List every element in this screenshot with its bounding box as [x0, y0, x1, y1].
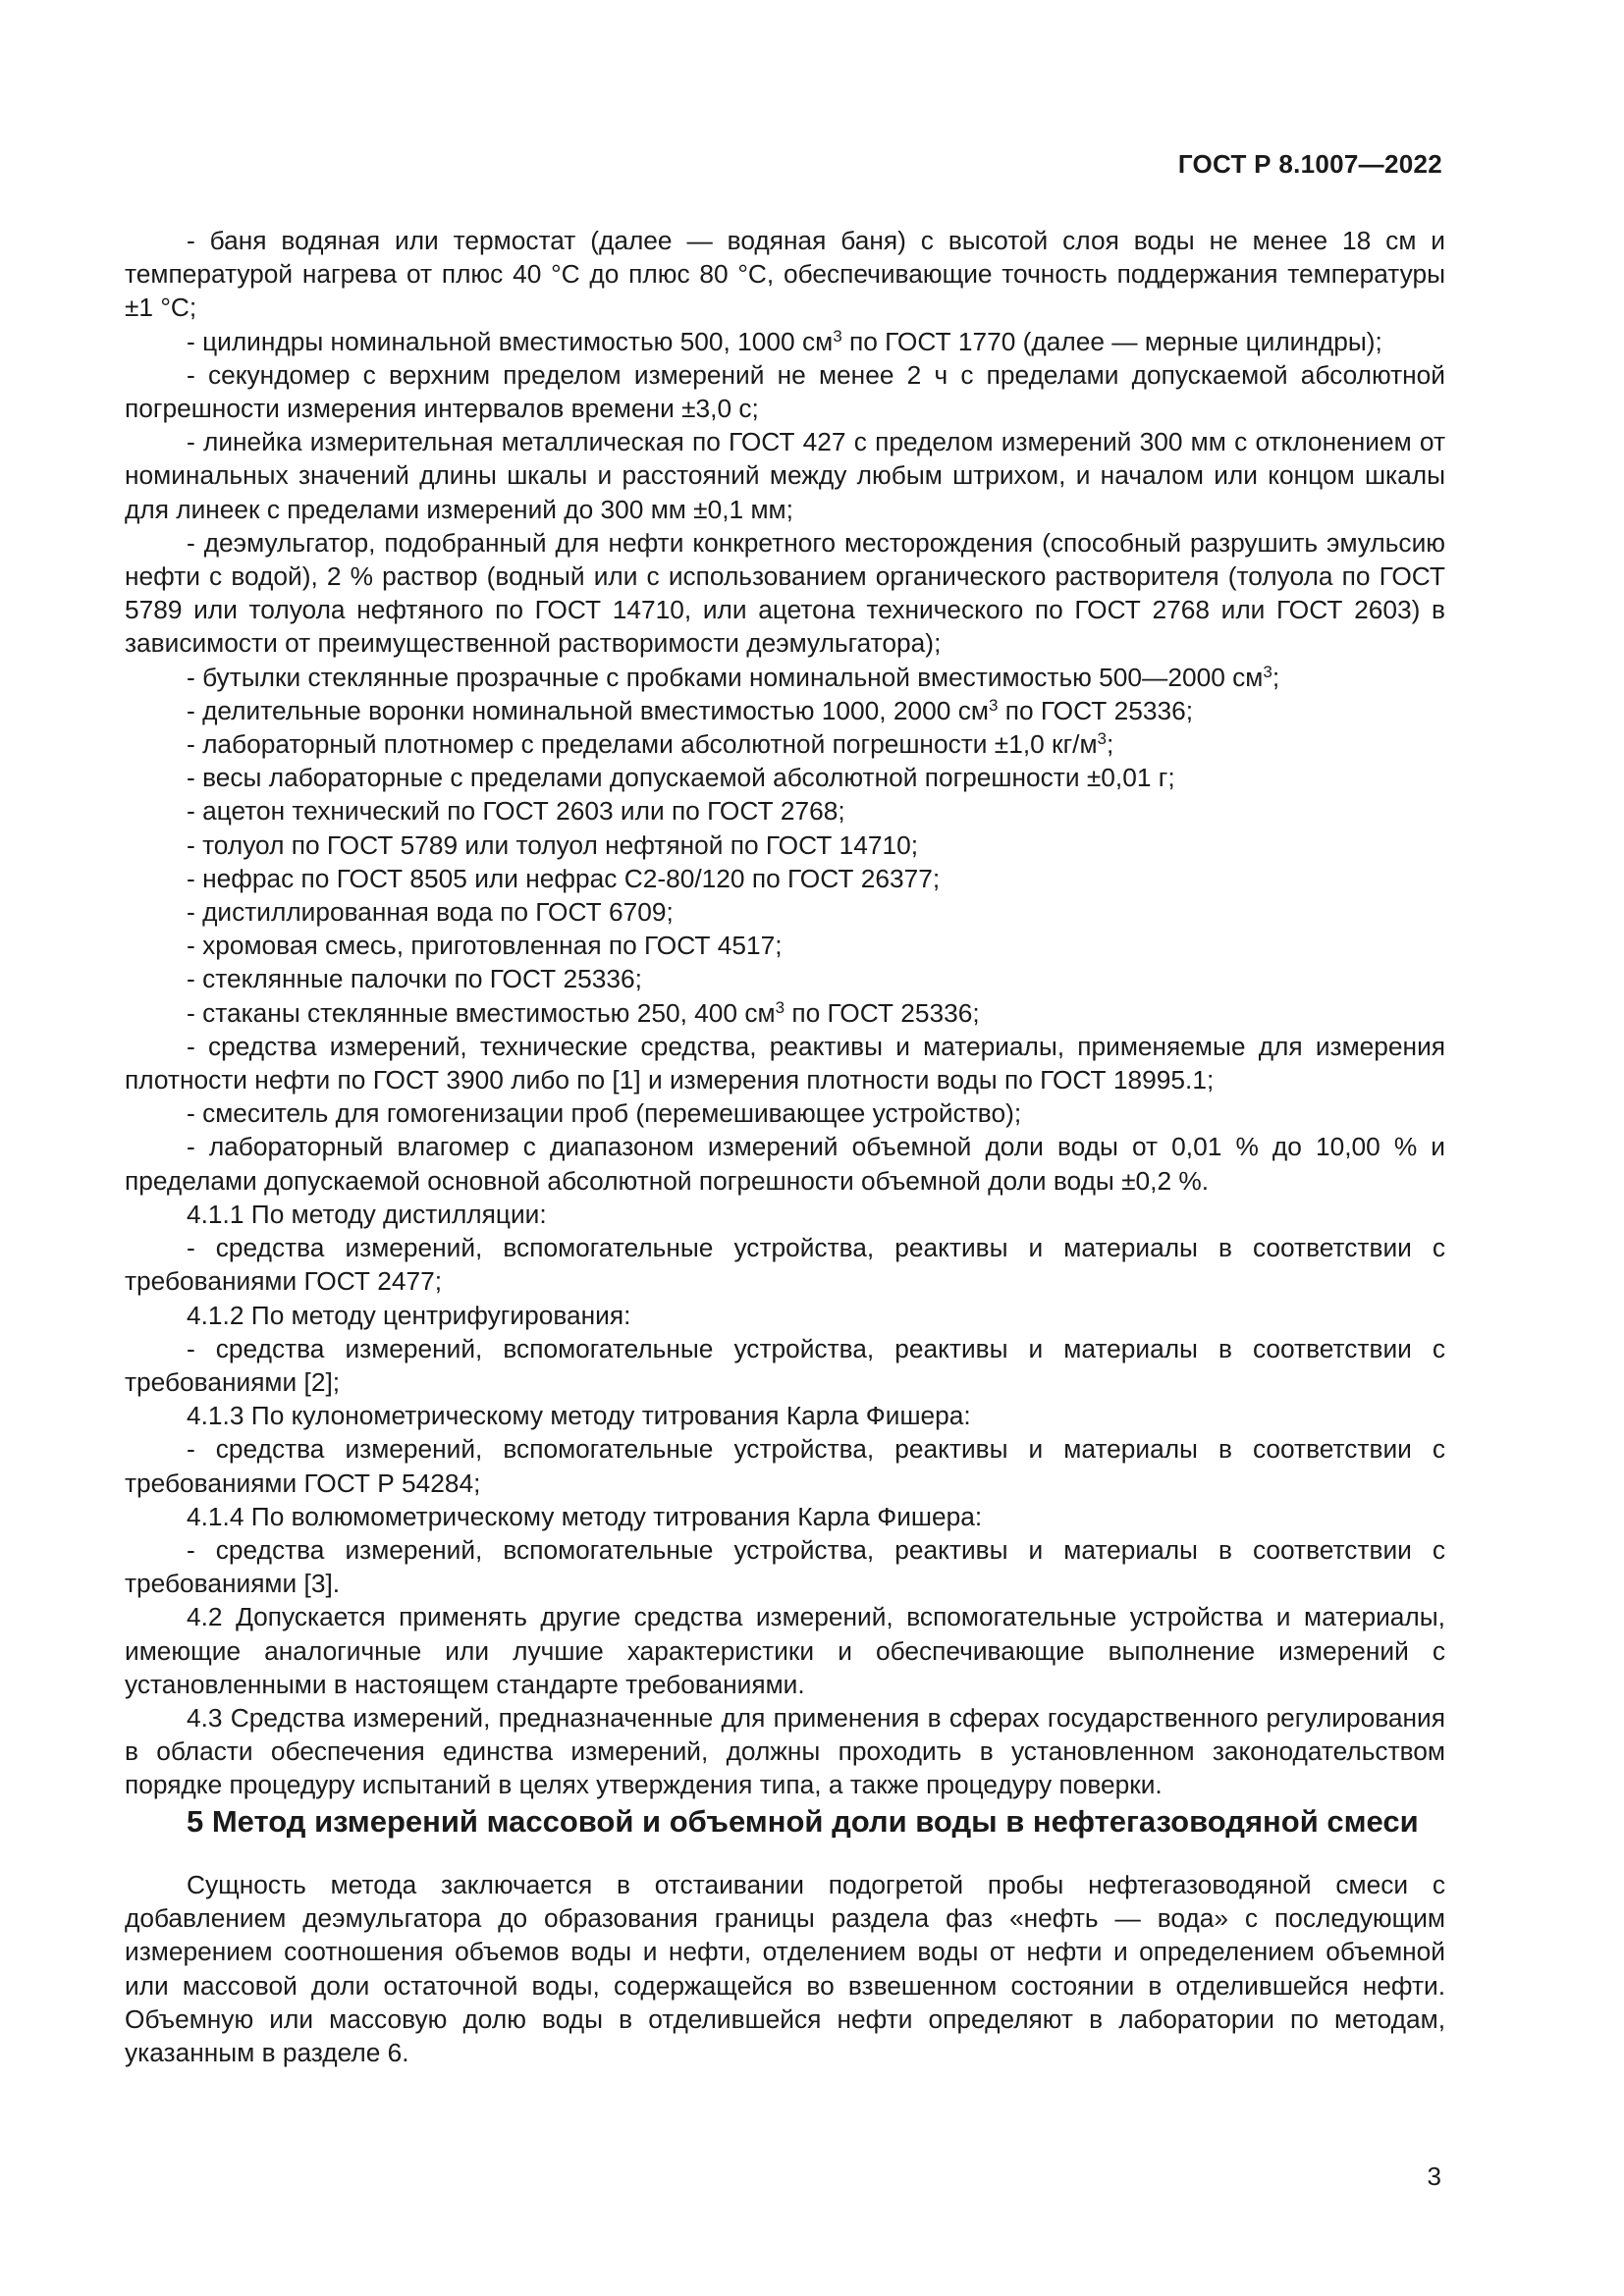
list-item: - стаканы стеклянные вместимостью 250, 400 $см^3$ по ГОСТ 25336;	[187, 997, 980, 1028]
clause-paragraph: 4.2 Допускается применять другие средства измерений, вспомогательные устройства и материалы, имеющие аналогичные или лучшие характеристики и обеспечивающие выполнение измерений с установленными в настоящем стандарте требованиями.	[125, 1602, 1445, 1699]
section-5-body	[125, 1868, 1445, 2069]
clause-heading: 4.1.1 По методу дистилляции:	[187, 1199, 547, 1229]
list-item: - линейка измерительная металлическая по ГОСТ 427 с пределом измерений 300 мм с отклонением от номинальных значений длины шкалы и расстояний между любым штрихом, и началом или концом шкалы для линеек с пределами измерений до 300 мм ±0,1 мм;	[125, 427, 1445, 524]
list-item: - ацетон технический по ГОСТ 2603 или по ГОСТ 2768;	[187, 796, 845, 827]
list-item: - дистиллированная вода по ГОСТ 6709;	[187, 897, 674, 928]
list-item: - секундомер с верхним пределом измерений не менее 2 ч с пределами допускаемой абсолютной погрешности измерения интервалов времени ±3,0 с;	[125, 359, 1445, 424]
list-item: - делительные воронки номинальной вместимостью 1000, 2000 $см^3$ по ГОСТ 25336;	[187, 695, 1194, 725]
list-item: - лабораторный влагомер с диапазоном измерений объемной доли воды от 0,01 % до 10,00 % и пределами допускаемой основной абсолютной погрешности объемной доли воды ±0,2 %.	[125, 1132, 1445, 1196]
list-item: - хромовая смесь, приготовленная по ГОСТ 4517;	[187, 931, 783, 961]
page-number: 3	[1427, 2162, 1441, 2191]
list-item: - средства измерений, технические средства, реактивы и материалы, применяемые для измерения плотности нефти по ГОСТ 3900 либо по [1] и измерения плотности воды по ГОСТ 18995.1;	[125, 1031, 1445, 1095]
list-item: - средства измерений, вспомогательные устройства, реактивы и материалы в соответствии с требованиями [2];	[125, 1333, 1445, 1397]
list-item: - толуол по ГОСТ 5789 или толуол нефтяной по ГОСТ 14710;	[187, 829, 919, 860]
section-paragraph: Сущность метода заключается в отстаивании подогретой пробы нефтегазоводяной смеси с добавлением деэмульгатора до образования границы раздела фаз «нефть — вода» с последующим измерением соотношения объемов воды и нефти, отделением воды от нефти и определением объемной или массовой доли остаточной воды, содержащейся во взвешенном состоянии в отделившейся нефти. Объемную или массовую долю воды в отделившейся нефти определяют в лаборатории по методам, указанным в разделе 6.	[125, 1870, 1445, 2068]
list-item: - лабораторный плотномер с пределами абсолютной погрешности ±1,0 $кг/м^3$;	[187, 729, 1114, 760]
list-item: - бутылки стеклянные прозрачные с пробками номинальной вместимостью 500—2000 $см^3$;	[187, 662, 1280, 692]
list-item: - цилиндры номинальной вместимостью 500, 1000 $см^3$ по ГОСТ 1770 (далее — мерные цилиндры);	[187, 326, 1382, 356]
list-item: - баня водяная или термостат (далее — водяная баня) с высотой слоя воды не менее 18 см и температурой нагрева от плюс 40 °С до плюс 80 °С, обеспечивающие точность поддержания температуры ±1 °С;	[125, 226, 1445, 323]
list-item: - средства измерений, вспомогательные устройства, реактивы и материалы в соответствии с требованиями ГОСТ 2477;	[125, 1233, 1445, 1297]
clause-heading: 4.1.3 По кулонометрическому методу титрования Карла Фишера:	[187, 1401, 971, 1431]
clause-paragraph: 4.3 Средства измерений, предназначенные для применения в сферах государственного регулирования в области обеспечения единства измерений, должны проходить в установленном законодательством порядке процедуру испытаний в целях утверждения типа, а также процедуру поверки.	[125, 1702, 1445, 1800]
equipment-list	[125, 224, 1445, 1802]
list-item: - весы лабораторные с пределами допускаемой абсолютной погрешности ±0,01 г;	[187, 763, 1175, 793]
list-item: - стеклянные палочки по ГОСТ 25336;	[187, 964, 642, 994]
list-item: - деэмульгатор, подобранный для нефти конкретного месторождения (способный разрушить эмульсию нефти с водой), 2 % раствор (водный или с использованием органического растворителя (толуола по ГОСТ 5789 или толуола нефтяного по ГОСТ 14710, или ацетона технического по ГОСТ 2768 или ГОСТ 2603) в зависимости от преимущественной растворимости деэмульгатора);	[125, 527, 1445, 659]
list-item: - нефрас по ГОСТ 8505 или нефрас С2-80/120 по ГОСТ 26377;	[187, 863, 941, 893]
clause-heading: 4.1.2 По методу центрифугирования:	[187, 1300, 631, 1330]
list-item: - средства измерений, вспомогательные устройства, реактивы и материалы в соответствии с требованиями [3].	[125, 1534, 1445, 1599]
section-5-title: 5 Метод измерений массовой и объемной доли воды в нефтегазоводяной смеси	[187, 1804, 1419, 1839]
list-item: - смеситель для гомогенизации проб (перемешивающее устройство);	[187, 1098, 1022, 1129]
clause-heading: 4.1.4 По волюмометрическому методу титрования Карла Фишера:	[187, 1501, 983, 1531]
list-item: - средства измерений, вспомогательные устройства, реактивы и материалы в соответствии с требованиями ГОСТ Р 54284;	[125, 1434, 1445, 1498]
document-number-header: ГОСТ Р 8.1007—2022	[1177, 149, 1442, 179]
